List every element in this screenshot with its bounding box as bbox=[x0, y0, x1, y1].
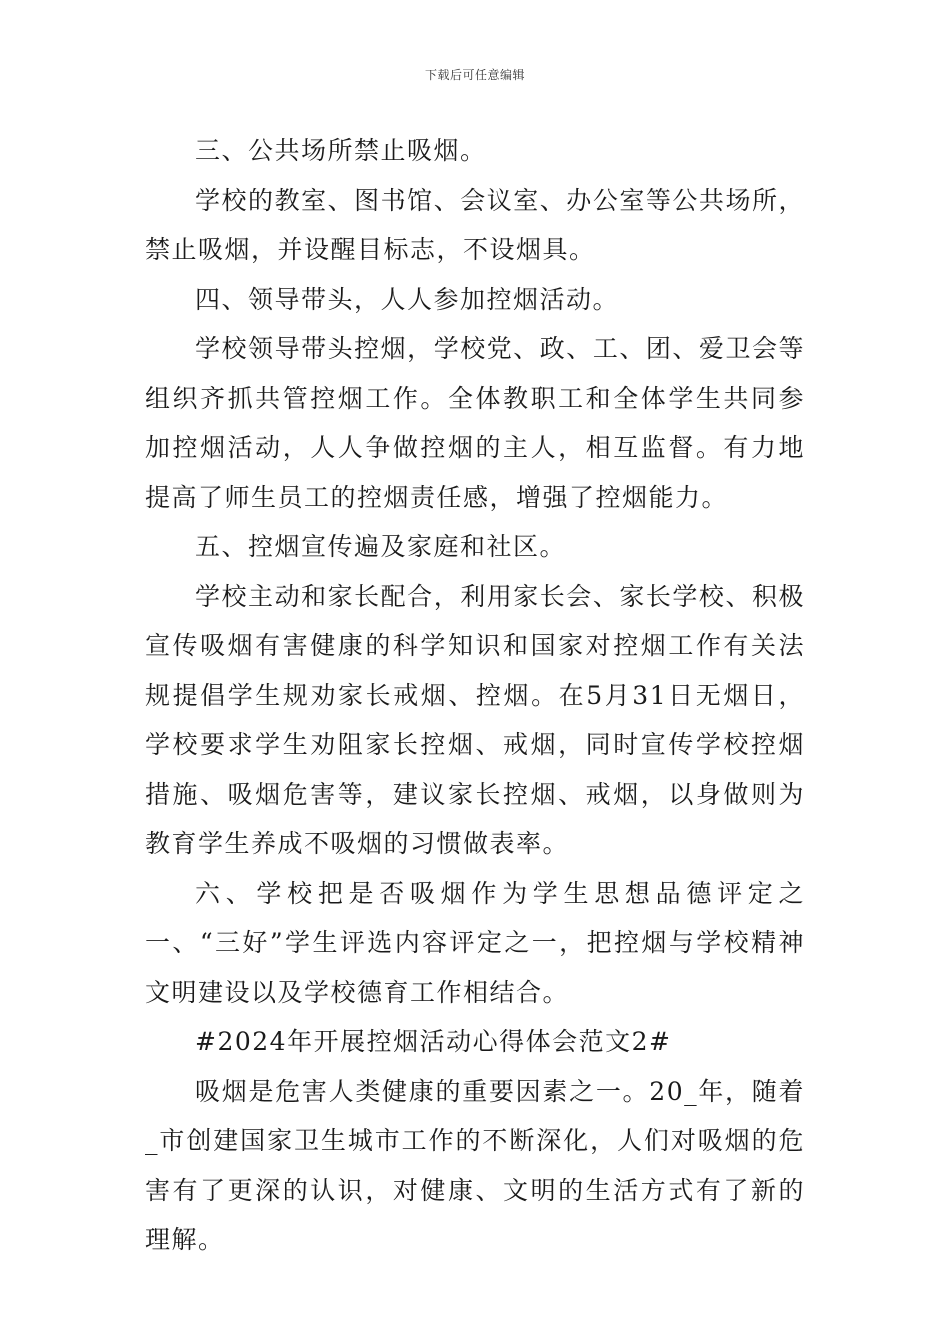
document-body bbox=[145, 126, 805, 1265]
page-header: 下载后可任意编辑 bbox=[424, 68, 525, 82]
article-title: #2024年开展控烟活动心得体会范文2# bbox=[195, 1027, 672, 1056]
paragraph: 学校的教室、图书馆、会议室、办公室等公共场所，禁止吸烟，并设醒目标志，不设烟具。 bbox=[145, 185, 805, 264]
section-heading-5: 五、控烟宣传遍及家庭和社区。 bbox=[195, 532, 567, 561]
paragraph: 吸烟是危害人类健康的重要因素之一。20_年，随着_市创建国家卫生城市工作的不断深化，人们对吸烟的危害有了更深的认识，对健康、文明的生活方式有了新的理解。 bbox=[145, 1076, 805, 1254]
paragraph: 六、学校把是否吸烟作为学生思想品德评定之一、“三好”学生评选内容评定之一，把控烟与学校精神文明建设以及学校德育工作相结合。 bbox=[145, 878, 805, 1007]
paragraph: 学校主动和家长配合，利用家长会、家长学校、积极宣传吸烟有害健康的科学知识和国家对控烟工作有关法规提倡学生规劝家长戒烟、控烟。在5月31日无烟日，学校要求学生劝阻家长控烟、戒烟，同时宣传学校控烟措施、吸烟危害等，建议家长控烟、戒烟，以身做则为教育学生养成不吸烟的习惯做表率。 bbox=[145, 581, 805, 858]
section-heading-4: 四、领导带头，人人参加控烟活动。 bbox=[195, 284, 620, 314]
section-heading-3: 三、公共场所禁止吸烟。 bbox=[195, 136, 487, 165]
paragraph: 学校领导带头控烟，学校党、政、工、团、爱卫会等组织齐抓共管控烟工作。全体教职工和全体学生共同参加控烟活动，人人争做控烟的主人，相互监督。有力地提高了师生员工的控烟责任感，增强了控烟能力。 bbox=[145, 334, 805, 512]
